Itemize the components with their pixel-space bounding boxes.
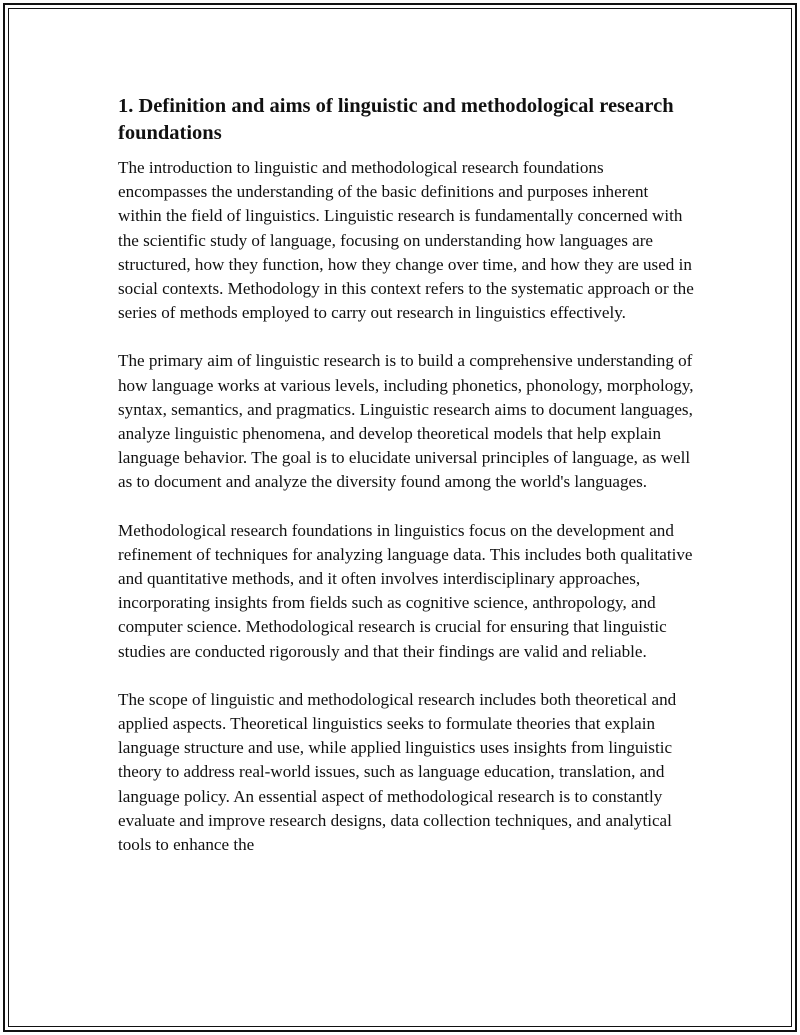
paragraph-scope: The scope of linguistic and methodological research includes both theoretical and applied aspects. Theoretical linguistics seeks to formulate theories that explain language structure and use, while applied linguistics uses insights from linguistic theory to address real-world issues, such as language education, translation, and language policy. An essential aspect of methodological research is to constantly evaluate and improve research designs, data collection techniques, and analytical tools to enhance the <box>118 689 677 855</box>
paragraph-introduction: The introduction to linguistic and methodological research foundations encompasses the understanding of the basic definitions and purposes inherent within the field of linguistics. Linguistic research is fundamentally concerned with the scientific study of language, focusing on understanding how languages are structured, how they function, how they change over time, and how they are used in social contexts. Methodology in this context refers to the systematic approach or the series of methods employed to carry out research in linguistics effectively. <box>118 158 694 323</box>
section-heading: 1. Definition and aims of linguistic and methodological research foundations <box>118 95 674 144</box>
paragraph-primary-aim: The primary aim of linguistic research is to build a comprehensive understanding of how language works at various levels, including phonetics, phonology, morphology, syntax, semantics, and pragmatics. Linguistic research aims to document languages, analyze linguistic phenomena, and develop theoretical models that help explain language behavior. The goal is to elucidate universal principles of language, as well as to document and analyze the diversity found among the world's languages. <box>118 351 694 492</box>
document-body <box>118 93 694 881</box>
paragraph-methodological-foundations: Methodological research foundations in linguistics focus on the development and refinement of techniques for analyzing language data. This includes both qualitative and quantitative methods, and it often involves interdisciplinary approaches, incorporating insights from fields such as cognitive science, anthropology, and computer science. Methodological research is crucial for ensuring that linguistic studies are conducted rigorously and that their findings are valid and reliable. <box>118 520 693 661</box>
